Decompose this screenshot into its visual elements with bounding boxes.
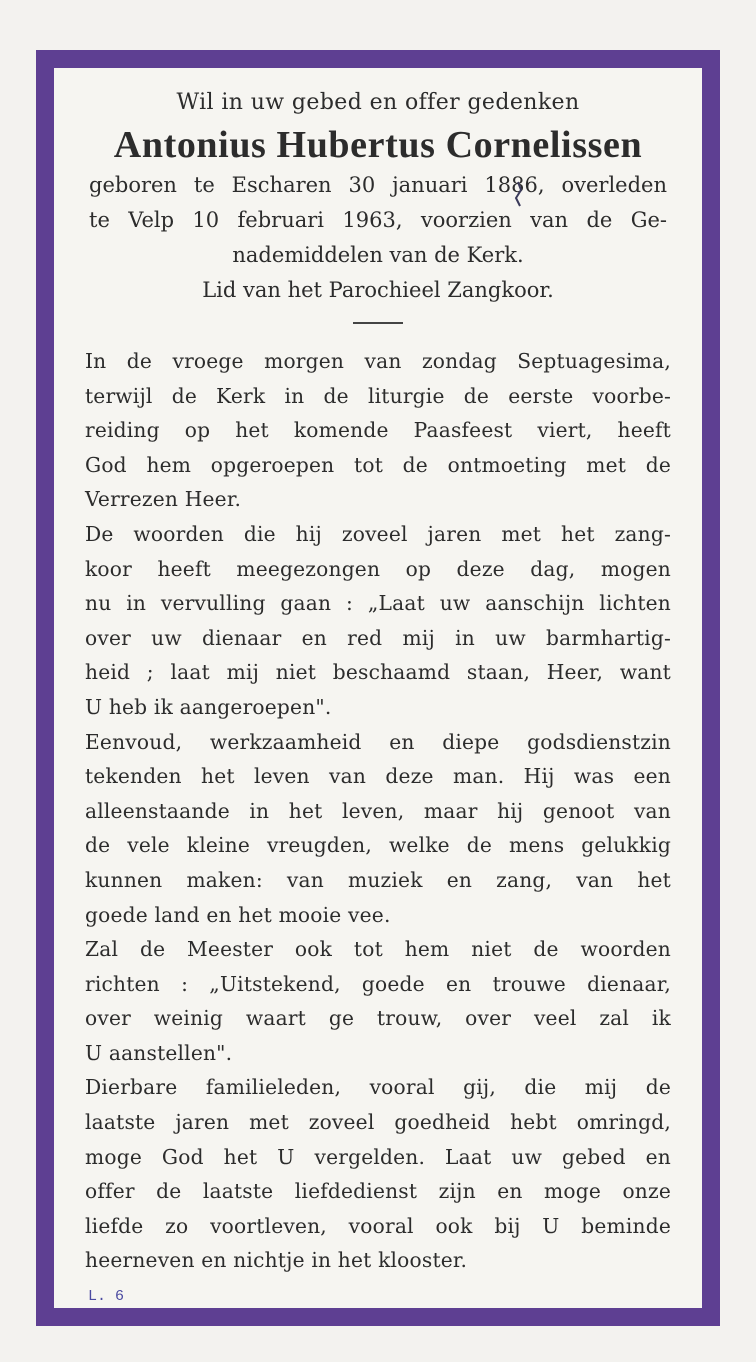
membership-line: Lid van het Parochieel Zangkoor. bbox=[202, 278, 554, 302]
text-line: over weinig waart ge trouw, over veel zal ik bbox=[85, 1006, 671, 1031]
text-line: richten : „Uitstekend, goede en trouwe dienaar, bbox=[85, 971, 671, 996]
text-line: goede land en het mooie vee. bbox=[85, 902, 391, 927]
card-header bbox=[54, 88, 702, 324]
text-line: laatste jaren met zoveel goedheid hebt omringd, bbox=[85, 1110, 671, 1135]
text-line: liefde zo voortleven, vooral ook bij U beminde bbox=[85, 1213, 671, 1238]
text-line: De woorden die hij zoveel jaren met het zang- bbox=[85, 521, 671, 546]
text-line: heid ; laat mij niet beschaamd staan, Heer, want bbox=[85, 660, 671, 685]
memorial-text bbox=[85, 344, 671, 1278]
text-line: kunnen maken: van muziek en zang, van het bbox=[85, 867, 671, 892]
text-line: over uw dienaar en red mij in uw barmhartig- bbox=[85, 625, 671, 650]
text-line: moge God het U vergelden. Laat uw gebed en bbox=[85, 1144, 671, 1169]
text-line: reiding op het komende Paasfeest viert, heeft bbox=[85, 418, 671, 443]
separator-rule bbox=[353, 322, 403, 324]
text-line: U heb ik aangeroepen". bbox=[85, 694, 332, 719]
text-line: tekenden het leven van deze man. Hij was een bbox=[85, 764, 671, 789]
text-line: Verrezen Heer. bbox=[85, 487, 242, 512]
birth-death-line-2: te Velp 10 februari 1963, voorzien van de Ge- bbox=[89, 208, 667, 232]
card-reference-number: L. 6 bbox=[88, 1288, 125, 1305]
birth-death-line-1: geboren te Escharen 30 januari 1886, overleden bbox=[89, 173, 667, 197]
text-line: koor heeft meegezongen op deze dag, mogen bbox=[85, 556, 671, 581]
deceased-name: Antonius Hubertus Cornelissen bbox=[113, 124, 643, 166]
text-line: In de vroege morgen van zondag Septuagesima, bbox=[85, 349, 671, 373]
text-line: nu in vervulling gaan : „Laat uw aanschijn lichten bbox=[85, 591, 671, 616]
text-line: Eenvoud, werkzaamheid en diepe godsdienstzin bbox=[85, 729, 671, 754]
text-line: terwijl de Kerk in de liturgie de eerste voorbe- bbox=[85, 383, 671, 408]
text-line: de vele kleine vreugden, welke de mens gelukkig bbox=[85, 833, 671, 858]
intro-line: Wil in uw gebed en offer gedenken bbox=[176, 90, 580, 115]
text-line: God hem opgeroepen tot de ontmoeting met de bbox=[85, 452, 671, 477]
text-line: U aanstellen". bbox=[85, 1040, 233, 1065]
pen-correction-mark bbox=[508, 180, 528, 210]
text-line: Zal de Meester ook tot hem niet de woorden bbox=[85, 937, 671, 962]
text-line: offer de laatste liefdedienst zijn en moge onze bbox=[85, 1179, 671, 1204]
text-line: alleenstaande in het leven, maar hij genoot van bbox=[85, 798, 671, 823]
text-line: heerneven en nichtje in het klooster. bbox=[85, 1248, 468, 1273]
text-line: Dierbare familieleden, vooral gij, die mij de bbox=[85, 1075, 671, 1100]
birth-death-line-3: nademiddelen van de Kerk. bbox=[232, 243, 524, 267]
memorial-card bbox=[54, 68, 702, 1308]
